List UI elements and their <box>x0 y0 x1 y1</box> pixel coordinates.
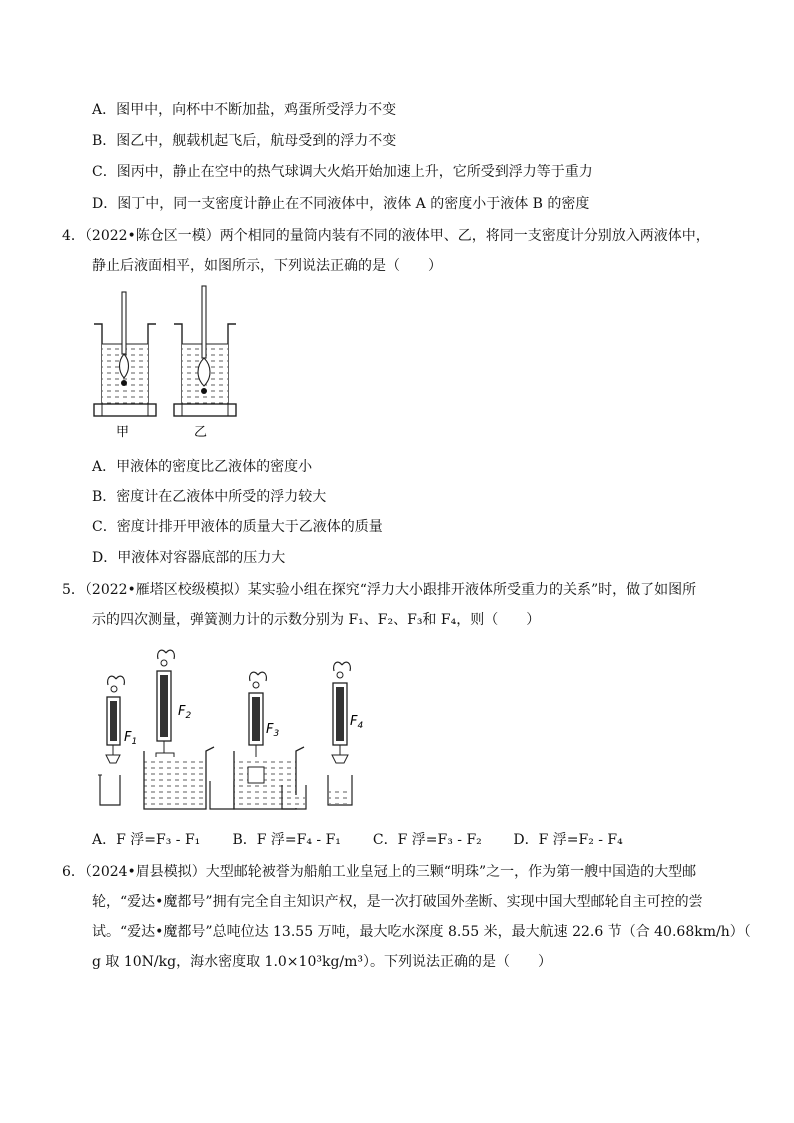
q3-option-a: A．图甲中，向杯中不断加盐，鸡蛋所受浮力不变 <box>92 102 397 118</box>
cylinder-yi <box>174 286 236 416</box>
q5-option-d: D．F 浮=F₂ - F₄ <box>513 832 623 848</box>
label-f4: $F_4$ <box>350 714 364 731</box>
q5-stem-line2: 示的四次测量，弹簧测力计的示数分别为 F₁、F₂、F₃和 F₄，则（ ） <box>92 612 541 628</box>
q4-number: 4． <box>62 228 85 244</box>
q5-number: 5． <box>62 582 85 598</box>
label-jia: 甲 <box>116 425 130 440</box>
q5-option-c: C．F 浮=F₃ - F₂ <box>372 832 482 848</box>
label-f2: $F_2$ <box>178 704 192 721</box>
q3-option-d: D．图丁中，同一支密度计静止在不同液体中，液体 A 的密度小于液体 B 的密度 <box>92 196 590 212</box>
q5-figure <box>94 645 374 815</box>
q6-stem <box>62 862 696 882</box>
q6-number: 6． <box>62 864 85 880</box>
q6-line3: 试。“爱达•魔都号”总吨位达 13.55 万吨，最大吃水深度 8.55 米，最大航速 22.6 节（合 40.68km/h）（ <box>92 924 751 940</box>
label-f3: $F_3$ <box>266 722 280 739</box>
setup-4 <box>328 662 352 805</box>
setup-1 <box>98 676 124 805</box>
q3-option-b: B．图乙中，舰载机起飞后，航母受到的浮力不变 <box>92 133 397 149</box>
q5-option-b: B．F 浮=F₄ - F₁ <box>232 832 341 848</box>
q4-option-d: D．甲液体对容器底部的压力大 <box>92 550 286 566</box>
setup-2 <box>144 650 234 809</box>
q4-option-b: B．密度计在乙液体中所受的浮力较大 <box>92 489 327 505</box>
q5-option-a: A．F 浮=F₃ - F₁ <box>92 832 201 848</box>
q4-option-a: A．甲液体的密度比乙液体的密度小 <box>92 459 313 475</box>
q6-line4: g 取 10N/kg，海水密度取 1.0×10³kg/m³）。下列说法正确的是（ ） <box>92 954 553 970</box>
q3-option-c: C．图丙中，静止在空中的热气球调大火焰开始加速上升，它所受到浮力等于重力 <box>92 164 593 180</box>
q5-stem-line1: （2022•雁塔区校级模拟）某实验小组在探究“浮力大小跟排开液体所受重力的关系”时，做了如图所 <box>84 582 697 598</box>
cylinder-jia <box>94 292 156 416</box>
q4-stem-line1: （2022•陈仓区一模）两个相同的量筒内装有不同的液体甲、乙，将同一支密度计分别放入两液体中， <box>84 228 710 244</box>
setup-3 <box>234 672 306 809</box>
q6-line1: （2024•眉县模拟）大型邮轮被誉为船舶工业皇冠上的三颗“明珠”之一，作为第一艘中国造的大型邮 <box>84 864 697 880</box>
q4-stem-line2: 静止后液面相平，如图所示，下列说法正确的是（ ） <box>92 258 442 274</box>
q4-stem <box>62 226 710 246</box>
q5-options <box>92 830 623 850</box>
q5-stem <box>62 580 696 600</box>
q6-line2: 轮，“爱达•魔都号”拥有完全自主知识产权，是一次打破国外垄断、实现中国大型邮轮自主可控的尝 <box>92 894 703 910</box>
q4-option-c: C．密度计排开甲液体的质量大于乙液体的质量 <box>92 519 383 535</box>
q4-figure <box>90 286 260 446</box>
label-f1: $F_1$ <box>124 730 138 747</box>
label-yi: 乙 <box>194 425 208 440</box>
